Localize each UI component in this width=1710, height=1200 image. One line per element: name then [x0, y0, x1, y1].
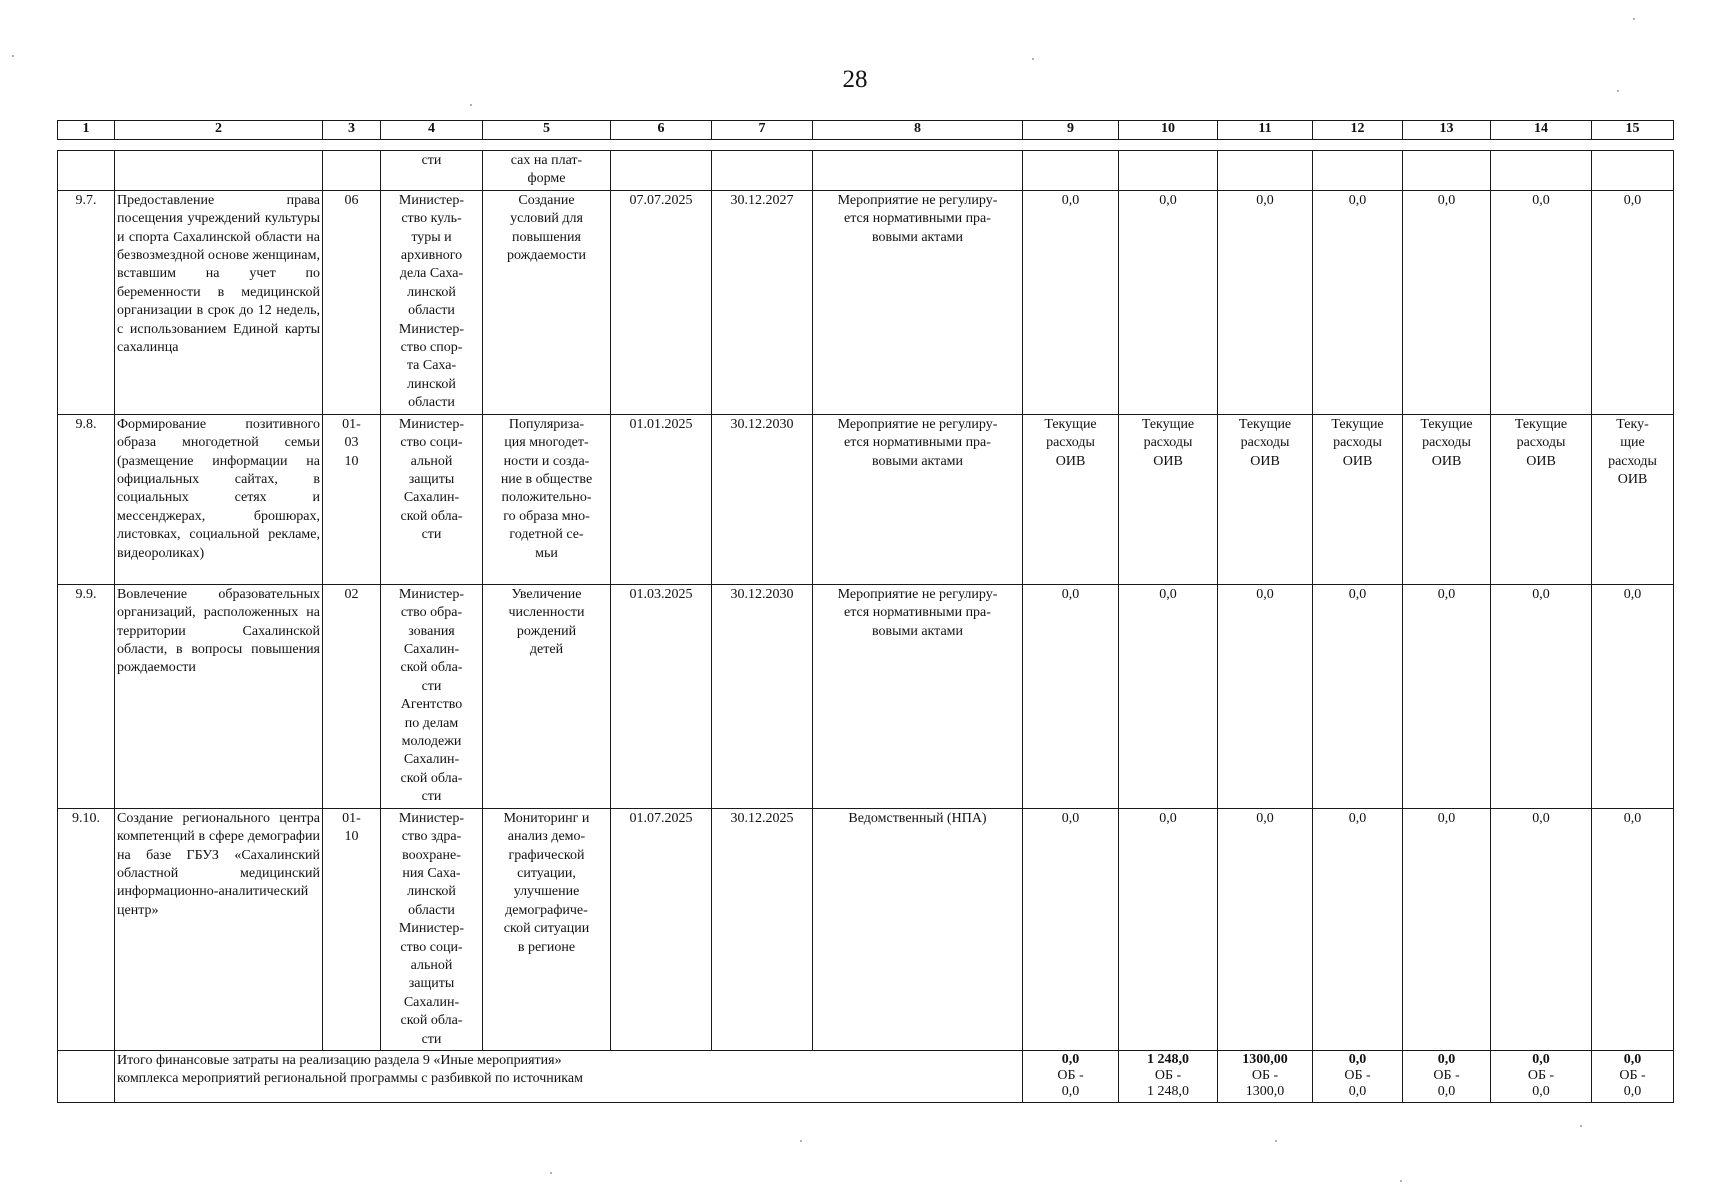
funding-value: Текущие расходы ОИВ — [1313, 414, 1403, 584]
funding-value: 0,0 — [1218, 808, 1313, 1050]
total-source-detail: ОБ - 0,0 — [1057, 1067, 1084, 1099]
column-number-1: 1 — [58, 121, 115, 140]
row-number: 9.10. — [58, 808, 115, 1050]
column-number-7: 7 — [712, 121, 813, 140]
funding-value: 0,0 — [1218, 584, 1313, 808]
measure-name: Создание регионального центра компетенций в сфере демографии на базе ГБУЗ «Сахалинский областной медицинский информационно-аналитический центр» — [115, 808, 323, 1050]
table-row — [58, 584, 1674, 808]
expected-result: Популяриза- ция многодет- ности и созда- ние в обществе положительно- го образа мно- годетной се- мьи — [483, 414, 611, 584]
funding-value: Текущие расходы ОИВ — [1023, 414, 1119, 584]
table-row — [58, 414, 1674, 584]
column-number-row — [58, 121, 1674, 140]
funding-value: 0,0 — [1119, 584, 1218, 808]
total-empty-cell — [58, 1050, 115, 1102]
continuation-row — [58, 151, 1674, 191]
executor: Министер- ство здра- воохране- ния Саха- линской области Министер- ство соци- альной защиты Сахалин- ской обла- сти — [381, 808, 483, 1050]
total-sum: 0,0 — [1437, 1051, 1456, 1067]
funding-value: Текущие расходы ОИВ — [1403, 414, 1491, 584]
funding-value: 0,0 — [1403, 190, 1491, 414]
page-number: 28 — [842, 66, 868, 93]
table-row — [58, 190, 1674, 414]
funding-value: 0,0 — [1023, 584, 1119, 808]
total-sum: 0,0 — [1348, 1051, 1367, 1067]
end-date: 30.12.2025 — [712, 808, 813, 1050]
continuation-executor: сти — [381, 151, 483, 191]
funding-value: 0,0 — [1119, 808, 1218, 1050]
total-sum: 1300,00 — [1242, 1051, 1288, 1067]
column-number-13: 13 — [1403, 121, 1491, 140]
executor: Министер- ство куль- туры и архивного дела Саха- линской области Министер- ство спор- та Саха- линской области — [381, 190, 483, 414]
measure-name: Формирование позитивного образа многодетной семьи (размещение информации на официальных сайтах, в социальных сетях и мессенджерах, брошюрах, листовках, социальной рекламе, видеороликах) — [115, 414, 323, 584]
end-date: 30.12.2030 — [712, 414, 813, 584]
expected-result: Увеличение численности рождений детей — [483, 584, 611, 808]
end-date: 30.12.2027 — [712, 190, 813, 414]
executor: Министер- ство соци- альной защиты Сахалин- ской обла- сти — [381, 414, 483, 584]
column-number-5: 5 — [483, 121, 611, 140]
start-date: 01.03.2025 — [611, 584, 712, 808]
regulation: Мероприятие не регулиру- ется нормативными пра- вовыми актами — [813, 414, 1023, 584]
column-number-header — [57, 120, 1674, 140]
funding-value: 0,0 — [1119, 190, 1218, 414]
total-value — [1592, 1050, 1674, 1102]
measure-name: Предоставление права посещения учреждений культуры и спорта Сахалинской области на безвозмездной основе женщинам, вставшим на учет по беременности в медицинской организации в срок до 12 недель, с использованием Единой карты сахалинца — [115, 190, 323, 414]
start-date: 01.07.2025 — [611, 808, 712, 1050]
expected-result: Создание условий для повышения рождаемости — [483, 190, 611, 414]
funding-value: 0,0 — [1491, 808, 1592, 1050]
row-number: 9.8. — [58, 414, 115, 584]
column-number-15: 15 — [1592, 121, 1674, 140]
total-value — [1491, 1050, 1592, 1102]
continuation-result: сах на плат- форме — [483, 151, 611, 191]
column-number-11: 11 — [1218, 121, 1313, 140]
regulation: Ведомственный (НПА) — [813, 808, 1023, 1050]
regulation: Мероприятие не регулиру- ется нормативными пра- вовыми актами — [813, 190, 1023, 414]
column-number-6: 6 — [611, 121, 712, 140]
total-sum: 0,0 — [1623, 1051, 1642, 1067]
funding-value: 0,0 — [1023, 190, 1119, 414]
funding-value: Текущие расходы ОИВ — [1491, 414, 1592, 584]
funding-value: 0,0 — [1313, 190, 1403, 414]
column-number-10: 10 — [1119, 121, 1218, 140]
column-number-14: 14 — [1491, 121, 1592, 140]
total-source-detail: ОБ - 0,0 — [1619, 1067, 1646, 1099]
budget-code: 01- 10 — [323, 808, 381, 1050]
funding-value: 0,0 — [1313, 584, 1403, 808]
column-number-3: 3 — [323, 121, 381, 140]
total-value — [1403, 1050, 1491, 1102]
measure-name: Вовлечение образовательных организаций, расположенных на территории Сахалинской области, в вопросы повышения рождаемости — [115, 584, 323, 808]
funding-value: 0,0 — [1491, 584, 1592, 808]
start-date: 01.01.2025 — [611, 414, 712, 584]
expected-result: Мониторинг и анализ демо- графической ситуации, улучшение демографиче- ской ситуации в регионе — [483, 808, 611, 1050]
regulation: Мероприятие не регулиру- ется нормативными пра- вовыми актами — [813, 584, 1023, 808]
column-number-2: 2 — [115, 121, 323, 140]
total-source-detail: ОБ - 0,0 — [1433, 1067, 1460, 1099]
column-number-9: 9 — [1023, 121, 1119, 140]
column-number-8: 8 — [813, 121, 1023, 140]
row-number: 9.9. — [58, 584, 115, 808]
funding-value: 0,0 — [1218, 190, 1313, 414]
funding-value: 0,0 — [1403, 584, 1491, 808]
funding-value: 0,0 — [1023, 808, 1119, 1050]
funding-value: Текущие расходы ОИВ — [1218, 414, 1313, 584]
table-row — [58, 808, 1674, 1050]
total-source-detail: ОБ - 1 248,0 — [1147, 1067, 1189, 1099]
executor: Министер- ство обра- зования Сахалин- ской обла- сти Агентство по делам молодежи Сахалин- ской обла- сти — [381, 584, 483, 808]
funding-value: 0,0 — [1592, 808, 1674, 1050]
funding-value: Теку- щие расходы ОИВ — [1592, 414, 1674, 584]
funding-value: 0,0 — [1592, 190, 1674, 414]
funding-value: 0,0 — [1592, 584, 1674, 808]
funding-value: 0,0 — [1313, 808, 1403, 1050]
total-label: Итого финансовые затраты на реализацию раздела 9 «Иные мероприятия» комплекса мероприятий региональной программы с разбивкой по источникам — [115, 1050, 1023, 1102]
total-value — [1119, 1050, 1218, 1102]
total-sum: 1 248,0 — [1147, 1051, 1189, 1067]
budget-code: 01- 03 10 — [323, 414, 381, 584]
total-value — [1023, 1050, 1119, 1102]
total-sum: 0,0 — [1061, 1051, 1080, 1067]
row-number: 9.7. — [58, 190, 115, 414]
column-number-4: 4 — [381, 121, 483, 140]
budget-code: 06 — [323, 190, 381, 414]
measures-table — [57, 150, 1674, 1103]
total-source-detail: ОБ - 1300,0 — [1245, 1067, 1285, 1099]
total-source-detail: ОБ - 0,0 — [1527, 1067, 1555, 1099]
total-value — [1313, 1050, 1403, 1102]
column-number-12: 12 — [1313, 121, 1403, 140]
total-sum: 0,0 — [1532, 1051, 1550, 1067]
end-date: 30.12.2030 — [712, 584, 813, 808]
funding-value: 0,0 — [1491, 190, 1592, 414]
budget-code: 02 — [323, 584, 381, 808]
total-value — [1218, 1050, 1313, 1102]
funding-value: Текущие расходы ОИВ — [1119, 414, 1218, 584]
start-date: 07.07.2025 — [611, 190, 712, 414]
total-source-detail: ОБ - 0,0 — [1344, 1067, 1371, 1099]
funding-value: 0,0 — [1403, 808, 1491, 1050]
total-row — [58, 1050, 1674, 1102]
